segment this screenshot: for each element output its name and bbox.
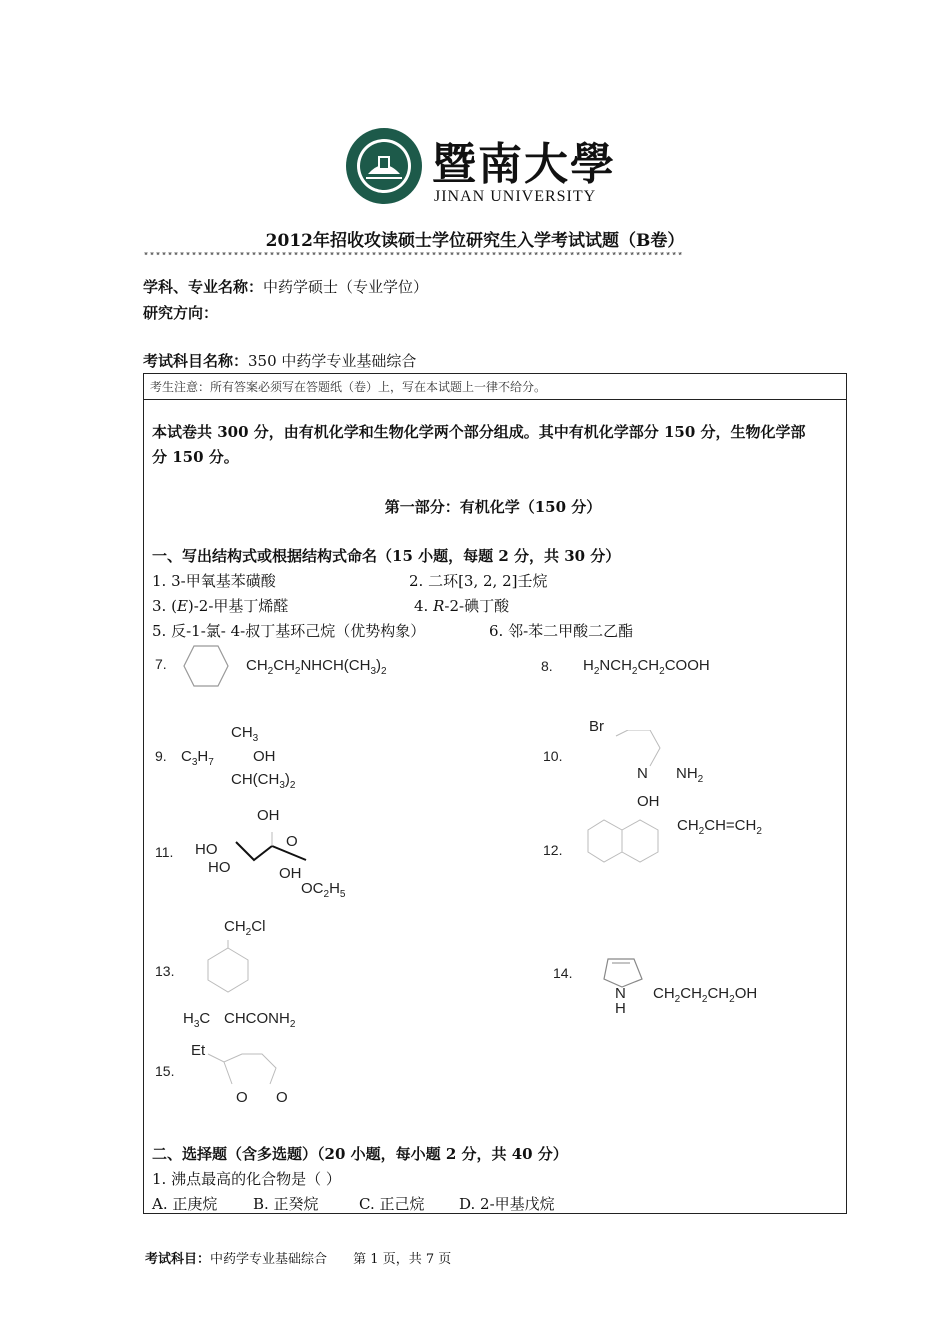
q13-number: 13. <box>155 963 175 979</box>
logo-english-name: JINAN UNIVERSITY <box>434 188 597 205</box>
exam-title: 2012年招收攻读硕士学位研究生入学考试试题（B卷） <box>265 231 685 251</box>
q11-ho2: HO <box>208 859 231 876</box>
direction-line: 研究方向： <box>143 304 219 322</box>
q8-formula: $H_2NCH_2CH_2COOH$ <box>583 657 710 677</box>
star-divider: ****************************************************************************************** <box>143 252 684 263</box>
q3-post: )-2-甲基丁烯醛 <box>187 597 289 615</box>
benzene-ring-icon <box>182 644 230 688</box>
s2-q1-option-a: A. 正庚烷 <box>152 1195 218 1213</box>
s2-q1: 1. 沸点最高的化合物是（ ） <box>152 1170 341 1188</box>
pyranose-ring-icon <box>232 826 312 866</box>
notice-divider <box>144 399 846 400</box>
pyridine-ring-icon <box>612 730 664 770</box>
q13-ch2cl: $CH_2Cl$ <box>224 918 266 938</box>
q10-br: Br <box>589 718 604 735</box>
q3 <box>152 595 288 616</box>
s2-q1-option-c: C. 正己烷 <box>359 1195 425 1213</box>
q7-substituent: $CH_2CH_2NHCH(CH_3)_2$ <box>246 657 387 677</box>
university-logo <box>340 124 620 210</box>
major-value: 中药学硕士（专业学位） <box>263 278 429 296</box>
section1-title: 一、写出结构式或根据结构式命名（15 小题，每题 2 分，共 30 分） <box>152 547 621 565</box>
q3-italic: E <box>176 597 188 615</box>
q13-h3c: $H_3C$ <box>183 1010 211 1030</box>
major-label: 学科、专业名称： <box>143 278 264 296</box>
q6: 6. 邻-苯二甲酸二乙酯 <box>489 622 634 640</box>
q11-number: 11. <box>155 844 174 860</box>
q5: 5. 反-1-氯- 4-叔丁基环己烷（优势构象） <box>152 622 426 640</box>
major-line <box>143 276 428 297</box>
q13-amide: $CHCONH_2$ <box>224 1010 296 1030</box>
q4 <box>414 595 509 616</box>
q15-o1: O <box>236 1089 248 1106</box>
q4-italic: R <box>433 597 445 615</box>
q11-oh2: OH <box>279 865 302 882</box>
subject-line <box>143 350 416 371</box>
part1-title: 第一部分：有机化学（150 分） <box>384 498 602 516</box>
q4-post: -2-碘丁酸 <box>444 597 510 615</box>
subject-label: 考试科目名称： <box>143 352 249 370</box>
q9-c3h7: $C_3H_7$ <box>181 748 214 768</box>
q11-oh1: OH <box>257 807 280 824</box>
logo-chinese-name: 暨南大學 <box>432 139 616 190</box>
q8-number: 8. <box>541 658 553 674</box>
section2-title: 二、选择题（含多选题）（20 小题，每小题 2 分，共 40 分） <box>152 1145 568 1163</box>
footer-label: 考试科目： <box>145 1252 211 1267</box>
q9-isopropyl: $CH(CH_3)_2$ <box>231 771 296 791</box>
exam-notice: 考生注意：所有答案必须写在答题纸（卷）上，写在本试题上一律不给分。 <box>150 380 547 394</box>
intro-line-1: 本试卷共 300 分，由有机化学和生物化学两个部分组成。其中有机化学部分 150 分，生物化学部 <box>152 423 806 441</box>
q10-n: N <box>637 765 648 782</box>
q7-number: 7. <box>155 656 167 672</box>
q15-o2: O <box>276 1089 288 1106</box>
s2-q1-option-b: B. 正癸烷 <box>253 1195 319 1213</box>
q9-number: 9. <box>155 748 167 764</box>
q12-allyl: $CH_2CH=CH_2$ <box>677 817 762 837</box>
university-seal-icon <box>344 126 424 206</box>
q11-oet: $OC_2H_5$ <box>301 880 346 900</box>
q14-number: 14. <box>553 965 573 981</box>
naphthalene-ring-icon <box>582 812 670 870</box>
footer <box>145 1248 451 1267</box>
q15-number: 15. <box>155 1063 175 1079</box>
benzene-ring-13-icon <box>204 940 252 996</box>
q4-pre: 4. <box>414 597 434 615</box>
q12-number: 12. <box>543 842 563 858</box>
q15-et: Et <box>191 1042 206 1059</box>
intro-line-2: 分 150 分。 <box>152 448 239 466</box>
q12-oh: OH <box>637 793 660 810</box>
q14-nh: N H <box>615 985 626 1017</box>
pyrrole-ring-icon <box>600 955 646 989</box>
q9-oh: OH <box>253 748 276 765</box>
subject-value: 350 中药学专业基础综合 <box>248 352 417 370</box>
footer-page: 第 1 页，共 7 页 <box>353 1252 452 1267</box>
q1: 1. 3-甲氧基苯磺酸 <box>152 572 276 590</box>
q9-ch3: $CH_3$ <box>231 724 259 744</box>
q10-number: 10. <box>543 748 563 764</box>
q10-nh2: $NH_2$ <box>676 765 704 785</box>
lactone-ring-icon <box>206 1050 286 1090</box>
s2-q1-option-d: D. 2-甲基戊烷 <box>459 1195 555 1213</box>
q11-ho1: HO <box>195 841 218 858</box>
q14-chain: $CH_2CH_2CH_2OH$ <box>653 985 758 1005</box>
q3-pre: 3. ( <box>152 597 177 615</box>
footer-subject: 中药学专业基础综合 <box>210 1252 328 1267</box>
q2: 2. 二环[3, 2, 2]壬烷 <box>409 572 548 590</box>
q11-o: O <box>286 833 298 850</box>
